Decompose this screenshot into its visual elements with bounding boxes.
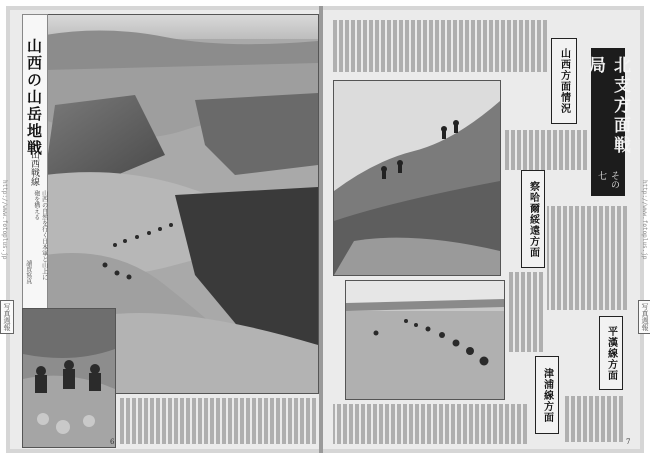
right-text-col-b xyxy=(547,206,627,310)
right-page-title: 北支方面戦局 xyxy=(585,56,630,156)
right-text-col-a xyxy=(503,130,587,170)
section-heading-shanxi: 山西方面情況 xyxy=(551,38,577,124)
magazine-spread xyxy=(6,6,644,453)
left-photo-caption: 山西の自然を行く日本軍と山上に砲を構える xyxy=(32,190,48,280)
left-bottom-text xyxy=(118,398,316,444)
left-watermark-url: http://www.fotoplus.jp xyxy=(1,180,8,260)
left-page-title: 山西の山岳地戦 xyxy=(25,38,43,157)
left-stamp: 写真週報 xyxy=(0,300,14,334)
left-page xyxy=(10,10,319,449)
right-title-box xyxy=(585,48,630,196)
right-text-col-c xyxy=(507,272,543,352)
section-heading-chahar: 察哈爾綏遠方面 xyxy=(521,170,545,268)
section-heading-pinghan: 平漢線方面 xyxy=(599,316,623,390)
right-text-top xyxy=(333,20,547,72)
left-photo-credit: 讀賣寫真 xyxy=(24,260,32,284)
right-page-number: 7 xyxy=(626,438,631,446)
section-heading-jinpu: 津浦線方面 xyxy=(535,356,559,434)
right-bottom-text xyxy=(333,404,527,444)
right-text-col-d xyxy=(563,396,623,442)
right-page-title-sub: その七 xyxy=(596,171,619,190)
mountain-troops-photo xyxy=(333,80,501,276)
soldiers-photo xyxy=(22,308,116,448)
right-stamp: 写真週報 xyxy=(638,300,650,334)
right-watermark-url: http://www.fotoplus.jp xyxy=(641,180,648,260)
right-page xyxy=(323,10,640,449)
river-crossing-photo xyxy=(345,280,505,400)
left-page-number: 6 xyxy=(110,438,115,446)
left-page-subtitle: 山西戦線 xyxy=(29,150,39,186)
